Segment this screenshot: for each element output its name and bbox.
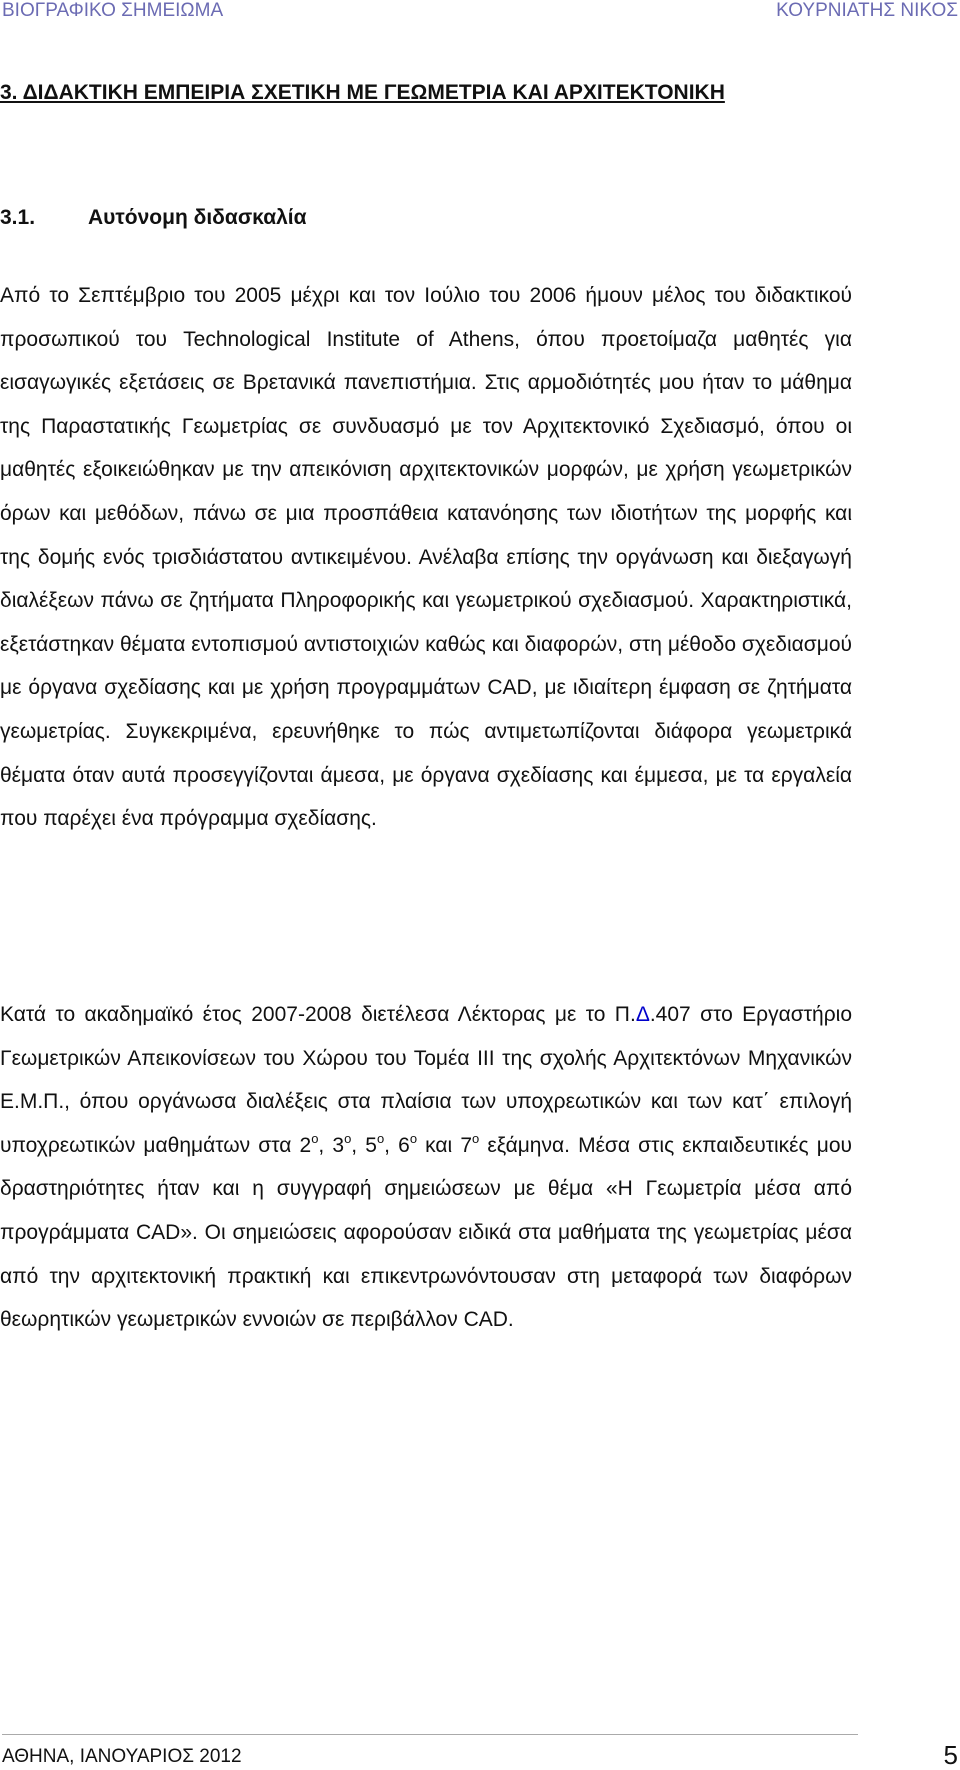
paragraph-2-text-c: εξάμηνα. Μέσα στις εκπαιδευτικές μου δραστηριότητες ήταν και η συγγραφή σημειώσεων με θέμα «Η Γεωμετρία μέσα από προγράμματα CAD». Οι σημειώσεις αφορούσαν ειδικά στα μαθήματα της γεωμετρίας μέσα από την αρχιτεκτονική πρακτική και επικεντρωνόντουσαν στη μεταφορά των διαφόρων θεωρητικών γεωμετρικών εννοιών σε περιβάλλον CAD. (0, 1133, 853, 1332)
ordinal-sup: ο (472, 1130, 480, 1146)
ordinal-sup: ο (409, 1130, 418, 1146)
subsection-title: Αυτόνομη διδασκαλία (88, 206, 307, 229)
paragraph-2-delta: Δ (635, 1003, 650, 1026)
paragraph-2 (0, 993, 852, 1342)
paragraph-2-sep-1: , 3 (318, 1133, 345, 1157)
section-heading: 3. ΔΙΔΑΚΤΙΚΗ ΕΜΠΕΙΡΙΑ ΣΧΕΤΙΚΗ ΜΕ ΓΕΩΜΕΤΡΙΑ ΚΑΙ ΑΡΧΙΤΕΚΤΟΝΙΚΗ (0, 81, 725, 104)
footer-divider (2, 1734, 858, 1735)
paragraph-2-text-a: Κατά το ακαδημαϊκό έτος 2007-2008 διετέλεσα Λέκτορας με το Π. (0, 1003, 636, 1026)
ordinal-sup: ο (311, 1130, 319, 1146)
header-right: ΚΟΥΡΝΙΑΤΗΣ ΝΙΚΟΣ (776, 0, 958, 21)
footer-date: ΑΘΗΝΑ, ΙΑΝΟΥΑΡΙΟΣ 2012 (2, 1746, 242, 1767)
subsection-heading (0, 195, 307, 240)
paragraph-1: Από το Σεπτέμβριο του 2005 μέχρι και τον Ιούλιο του 2006 ήμουν μέλος του διδακτικού προσωπικού του Technological Institute of Athens, όπου προετοίμαζα μαθητές για εισαγωγικές εξετάσεις σε Βρετανικά πανεπιστήμια. Στις αρμοδιότητές μου ήταν το μάθημα της Παραστατικής Γεωμετρίας σε συνδυασμό με τον Αρχιτεκτονικό Σχεδιασμό, όπου οι μαθητές εξοικειώθηκαν με την απεικόνιση αρχιτεκτονικών μορφών, με χρήση γεωμετρικών όρων και μεθόδων, πάνω σε μια προσπάθεια κατανόησης των ιδιοτήτων της μορφής και της δομής ενός τρισδιάστατου αντικειμένου. Ανέλαβα επίσης την οργάνωση και διεξαγωγή διαλέξεων πάνω σε ζητήματα Πληροφορικής και γεωμετρικού σχεδιασμού. Χαρακτηριστικά, εξετάστηκαν θέματα εντοπισμού αντιστοιχιών καθώς και διαφορών, στη μέθοδο σχεδιασμού με όργανα σχεδίασης και με χρήση προγραμμάτων CAD, με ιδιαίτερη έμφαση σε ζητήματα γεωμετρίας. Συγκεκριμένα, ερευνήθηκε το πώς αντιμετωπίζονται διάφορα γεωμετρικά θέματα όταν αυτά προσεγγίζονται άμεσα, με όργανα σχεδίασης και έμμεσα, με τα εργαλεία που παρέχει ένα πρόγραμμα σχεδίασης. (0, 284, 852, 831)
subsection-number: 3.1. (0, 206, 36, 229)
paragraph-2-sep-3: , 6 (384, 1133, 410, 1157)
paragraph-2-sep-4: και 7 (417, 1133, 473, 1157)
page-number: 5 (943, 1740, 958, 1770)
paragraph-2-sep-2: , 5 (351, 1133, 377, 1157)
paragraph-2-text-b: .407 στο Εργαστήριο Γεωμετρικών Απεικονίσεων του Χώρου του Τομέα ΙΙΙ της σχολής Αρχιτεκτόνων Μηχανικών Ε.Μ.Π., όπου οργάνωσα διαλέξεις στα πλαίσια των υποχρεωτικών και των κατ΄ επιλογή υποχρεωτικών μαθημάτων στα 2 (0, 1003, 852, 1157)
ordinal-sup: ο (376, 1130, 385, 1146)
header-left: ΒΙΟΓΡΑΦΙΚΟ ΣΗΜΕΙΩΜΑ (2, 0, 224, 21)
ordinal-sup: ο (344, 1130, 352, 1146)
